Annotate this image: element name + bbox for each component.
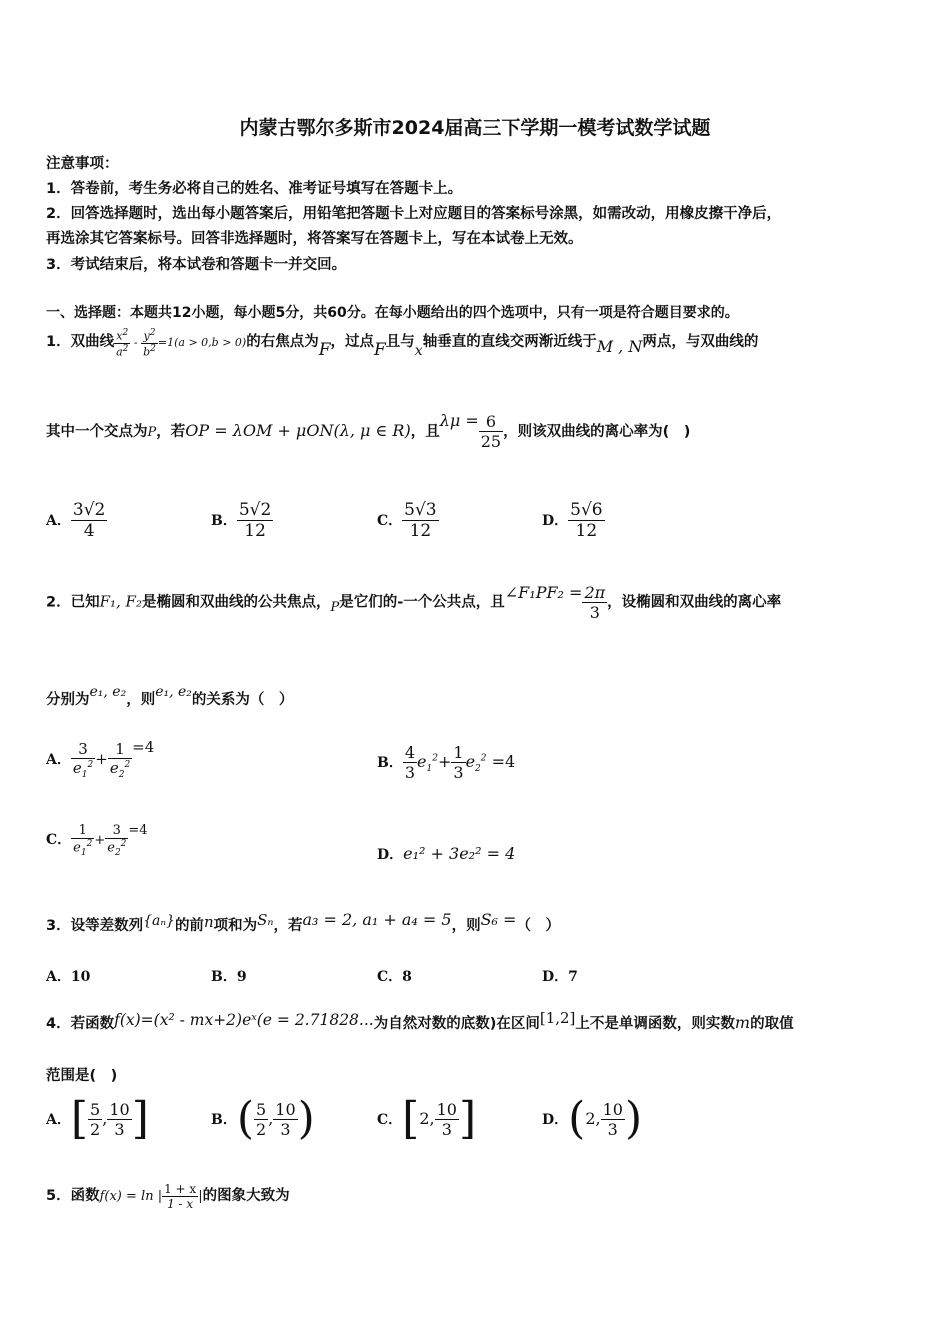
q3-n: n (203, 913, 214, 931)
q4-option-c-b-num: 10 (436, 1099, 457, 1119)
q1-text-2: 的右焦点为 (246, 334, 319, 351)
q4-option-b-b-num: 10 (275, 1099, 296, 1119)
notice-item-2-cont: 再选涂其它答案标号。回答非选择题时，将答案写在答题卡上，写在本试卷上无效。 (46, 231, 583, 247)
q2-option-a-label: A． (46, 752, 71, 768)
q4-option-a[interactable]: A．[ $\frac{5}{2}$ , $\frac{10}{3}$ ] (46, 1093, 149, 1144)
q4-text-2: 为自然对数的底数)在区间 (373, 1016, 540, 1032)
q4-interval: [1,2] (539, 1009, 576, 1027)
q4-option-b-a-den: 2 (256, 1119, 267, 1139)
section-heading: 一、选择题：本题共12小题，每小题5分，共60分。在每小题给出的四个选项中，只有一项是符合题目要求的。 (46, 305, 739, 321)
q4-option-b-a-num: 5 (256, 1099, 267, 1119)
q1-hyperbola-eq: $\frac{x^2}{a^2}$ - $\frac{y^2}{b^2}$ =1(a > 0,b > 0) (116, 328, 247, 359)
q3-option-d-label: D． (542, 969, 569, 985)
q1-text-8: ，若 (156, 424, 186, 440)
q3-option-d-value: 7 (568, 969, 578, 985)
q1-option-d-label: D． (542, 513, 569, 529)
q1-text-4: 且与 (385, 334, 415, 351)
q1-text-1: 1．双曲线 (46, 334, 115, 351)
q2-e12: e₁, e₂ (89, 684, 127, 700)
notice-heading: 注意事项： (46, 156, 119, 172)
notice-item-3: 3．考试结束后，将本试卷和答题卡一并交回。 (46, 257, 347, 273)
q1-lambda-mu-label: λμ = (439, 411, 479, 430)
q4-option-b-label: B． (211, 1112, 237, 1128)
q1-option-d-num: 5√6 (570, 500, 603, 520)
q1-lambda-mu (439, 411, 503, 451)
q1-option-a[interactable] (46, 500, 107, 541)
q3-Sn: Sₙ (257, 911, 274, 929)
q4-text-3: 上不是单调函数，则实数 (575, 1016, 735, 1032)
q2-F12: F₁, F₂ (99, 592, 142, 611)
q2-text-5: 分别为 (46, 692, 90, 708)
q2-option-a[interactable]: A． $\frac{3}{e_1^2}$ + $\frac{1}{e_2^2}$ =4 (46, 738, 155, 780)
q1-text-3: ，过点 (330, 334, 374, 351)
q4-line1 (46, 1009, 794, 1033)
q2-text-2: 是椭圆和双曲线的公共焦点， (141, 594, 331, 611)
q1-option-c-label: C． (377, 513, 403, 529)
q4-option-b-close: ) (297, 1093, 315, 1144)
q3-text-5: ，则 (451, 918, 481, 934)
q2-option-a-rhs: =4 (132, 738, 155, 756)
q2-line2 (46, 684, 294, 709)
q1-text-5: 轴垂直的直线交两渐近线于 (422, 334, 597, 351)
q4-text-4: 的取值 (750, 1016, 794, 1032)
q1-x: x (414, 343, 423, 360)
q3-an: {aₙ} (143, 913, 175, 929)
q2-option-c-label: C． (46, 831, 72, 848)
q4-option-c-close: ] (458, 1093, 477, 1144)
q4-option-c[interactable]: C．[2, $\frac{10}{3}$ ] (377, 1093, 477, 1144)
q1-F2: F (374, 340, 386, 361)
page-title: 内蒙古鄂尔多斯市2024届高三下学期一模考试数学试题 (239, 117, 711, 139)
q4-option-a-a-num: 5 (90, 1099, 101, 1119)
q2-option-d-expr: e₁² + 3e₂² = 4 (403, 844, 516, 863)
q5-function: f(x) = ln | (99, 1189, 163, 1204)
q2-text-7: 的关系为（ ） (191, 692, 294, 708)
q3-text-2: 的前 (174, 918, 204, 934)
q2-angle-num: 2π (584, 583, 606, 602)
q4-option-c-open: [ (402, 1093, 420, 1144)
q1-text-9: ，且 (410, 424, 440, 440)
q2-option-b-rhs: =4 (491, 752, 516, 771)
q3-option-c-label: C． (377, 969, 403, 985)
q1-option-d[interactable] (542, 500, 605, 541)
q4-option-d-b-num: 10 (602, 1099, 623, 1119)
q5-text-1: 5．函数 (46, 1188, 100, 1204)
q1-text-10: ，则该双曲线的离心率为( ) (503, 424, 691, 440)
q1-text-7: 其中一个交点为 (46, 424, 148, 440)
q4-text-1: 4．若函数 (46, 1016, 115, 1032)
q2-text-6: ，则 (126, 692, 156, 708)
q4-option-c-label: C． (377, 1112, 403, 1128)
q1-option-c-num: 5√3 (404, 500, 437, 520)
q1-option-b-den: 12 (237, 520, 273, 541)
q3-text-6: （ ） (516, 918, 560, 934)
q4-option-d-open: ( (568, 1093, 586, 1144)
q4-option-d[interactable]: D．(2, $\frac{10}{3}$ ) (542, 1093, 643, 1144)
q1-F: F (318, 340, 331, 361)
q3-option-b-label: B． (211, 969, 237, 985)
q2-text-1: 2．已知 (46, 594, 100, 611)
notice-item-2: 2．回答选择题时，选出每小题答案后，用铅笔把答题卡上对应题目的答案标号涂黑，如需改动，用橡皮擦干净后， (46, 206, 782, 222)
q5-abs-bar: | (198, 1189, 203, 1204)
q4-option-a-a-den: 2 (90, 1119, 101, 1139)
q2-angle-den: 3 (582, 602, 607, 622)
q3-option-c-value: 8 (402, 969, 412, 985)
q1-option-b-num: 5√2 (238, 500, 272, 520)
q2-line1 (46, 583, 781, 622)
q4-function: f(x)=(x² - mx+2)eˣ(e = 2.71828... (114, 1011, 374, 1029)
q3-line (46, 910, 560, 935)
q4-option-a-close: ] (131, 1093, 149, 1144)
q1-eq-cond: =1(a > 0,b > 0) (157, 336, 247, 350)
q4-option-a-open: [ (70, 1093, 89, 1144)
q2-option-c-rhs: =4 (128, 822, 148, 838)
q1-lambda-mu-den: 25 (480, 432, 502, 451)
q3-text-1: 3．设等差数列 (46, 918, 144, 934)
q4-option-b-b-den: 3 (273, 1119, 297, 1139)
q4-option-d-label: D． (542, 1112, 569, 1128)
q5-line (46, 1182, 290, 1211)
q3-option-a[interactable] (46, 966, 90, 986)
q2-P: P (330, 599, 340, 615)
q1-MN: M , N (596, 337, 643, 357)
q1-option-c-den: 12 (402, 520, 438, 541)
q3-text-4: ，若 (273, 918, 303, 934)
q1-option-b-label: B． (211, 513, 237, 529)
q4-option-a-b-num: 10 (109, 1099, 130, 1119)
q3-option-a-value: 10 (70, 969, 91, 985)
q3-option-c[interactable] (377, 966, 412, 986)
q2-option-d-label: D． (377, 847, 404, 863)
q5-text-2: 的图象大致为 (202, 1188, 290, 1204)
q4-option-d-a: 2 (585, 1108, 596, 1128)
q1-option-d-den: 12 (568, 520, 604, 541)
q4-option-d-b-den: 3 (601, 1119, 625, 1139)
q4-m: m (734, 1013, 751, 1032)
q1-option-b[interactable] (211, 500, 273, 541)
q2-option-d[interactable] (377, 844, 515, 864)
q3-option-a-label: A． (46, 969, 71, 985)
q1-option-c[interactable] (377, 500, 439, 541)
q2-text-3: 是它们的-一个公共点，且 (339, 594, 505, 611)
q4-option-a-label: A． (46, 1112, 71, 1128)
q1-option-a-num: 3√2 (72, 500, 106, 520)
q4-option-c-b-den: 3 (435, 1119, 459, 1139)
q1-lambda-mu-num: 6 (485, 412, 496, 431)
notice-item-1: 1．答卷前，考生务必将自己的姓名、准考证号填写在答题卡上。 (46, 181, 463, 197)
q2-option-b[interactable]: B． $\frac{4}{3}$ $e_1^2+$ $\frac{1}{3}$ $e_2^2 =4$ (377, 743, 516, 782)
q4-option-b-open: ( (236, 1093, 255, 1144)
q4-option-d-close: ) (624, 1093, 643, 1144)
q3-S6: S₆ = (480, 910, 517, 929)
q3-option-d[interactable] (542, 966, 578, 986)
q1-option-a-label: A． (46, 513, 71, 529)
q1-vector-eq: OP = λOM + μON(λ, μ ∈ R) (185, 421, 411, 440)
q1-line2 (46, 412, 690, 451)
q3-option-b-value: 9 (236, 969, 247, 985)
q3-condition: a₃ = 2, a₁ + a₄ = 5 (302, 910, 452, 929)
q1-P: P (147, 425, 157, 440)
q3-option-b[interactable] (211, 966, 247, 986)
q2-option-b-label: B． (377, 755, 403, 771)
q1-line1 (46, 328, 759, 361)
q4-option-c-a: 2 (419, 1108, 430, 1128)
q4-option-b[interactable]: B．( $\frac{5}{2}$ , $\frac{10}{3}$ ) (211, 1093, 315, 1144)
q1-text-6: 两点，与双曲线的 (642, 334, 759, 351)
q5-frac-num: 1 + x (164, 1182, 197, 1196)
q4-line2: 范围是( ) (46, 1068, 118, 1084)
q2-text-4: ，设椭圆和双曲线的离心率 (607, 594, 782, 611)
q2-e12-b: e₁, e₂ (155, 684, 192, 700)
q2-angle: ∠F₁PF₂ = (504, 582, 583, 602)
q1-option-a-den: 4 (71, 520, 107, 541)
q2-option-c[interactable]: C． $\frac{1}{e_1^2}$ + $\frac{3}{e_2^2}$ =4 (46, 822, 148, 858)
q3-text-3: 项和为 (213, 918, 258, 934)
q5-frac-den: 1 - x (162, 1196, 198, 1211)
q4-option-a-b-den: 3 (107, 1119, 131, 1139)
